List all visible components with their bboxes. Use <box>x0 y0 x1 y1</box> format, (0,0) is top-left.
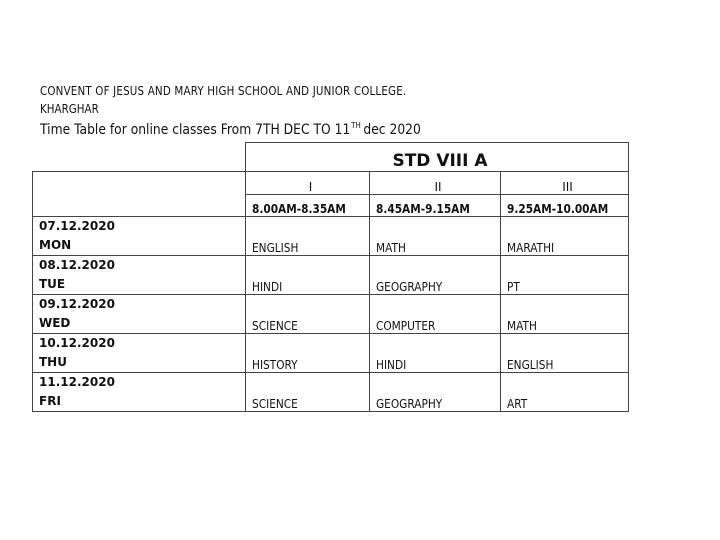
table-row <box>33 295 629 334</box>
subject: HINDI <box>252 280 283 294</box>
subject-cell <box>501 334 629 373</box>
subject: MATH <box>376 241 406 255</box>
period-time-text: 9.25AM-10.00AM <box>507 202 609 216</box>
subject: SCIENCE <box>252 397 298 411</box>
subject: SCIENCE <box>252 319 298 333</box>
table-row <box>33 256 629 295</box>
caption-text: Time Table for online classes From 7TH DEC TO 11 <box>40 122 351 138</box>
subject: MATH <box>507 319 537 333</box>
subject-cell <box>370 334 501 373</box>
day-cell <box>33 217 246 256</box>
timetable <box>32 142 629 412</box>
table-row <box>33 334 629 373</box>
caption-text-end: dec 2020 <box>363 122 421 138</box>
blank-corner-cell <box>33 143 246 172</box>
subject: MARATHI <box>507 241 555 255</box>
subject: HINDI <box>376 358 407 372</box>
school-name: CONVENT OF JESUS AND MARY HIGH SCHOOL AND JUNIOR COLLEGE. <box>40 84 407 98</box>
day-cell <box>33 373 246 412</box>
subject-cell <box>370 373 501 412</box>
subject: ENGLISH <box>507 358 554 372</box>
date: 09.12.2020 <box>39 297 115 311</box>
subject: GEOGRAPHY <box>376 280 443 294</box>
subject-cell <box>246 295 370 334</box>
subject-cell <box>501 295 629 334</box>
subject: GEOGRAPHY <box>376 397 443 411</box>
date: 07.12.2020 <box>39 219 115 233</box>
weekday: MON <box>39 238 72 252</box>
subject-cell <box>370 256 501 295</box>
subject-cell <box>501 373 629 412</box>
weekday: TUE <box>39 277 66 291</box>
period-row <box>33 172 629 195</box>
period-time-text: 8.00AM-8.35AM <box>252 202 346 216</box>
period-time <box>246 195 370 217</box>
subject: PT <box>507 280 520 294</box>
subject-cell <box>501 217 629 256</box>
period-number: I <box>246 172 370 195</box>
period-number: II <box>370 172 501 195</box>
class-title-row <box>33 143 629 172</box>
period-time-text: 8.45AM-9.15AM <box>376 202 470 216</box>
caption-superscript: TH <box>351 121 361 130</box>
subject: ENGLISH <box>252 241 299 255</box>
subject-cell <box>501 256 629 295</box>
class-title: STD VIII A <box>246 143 629 172</box>
subject: ART <box>507 397 528 411</box>
subject-cell <box>370 217 501 256</box>
subject-cell <box>370 295 501 334</box>
weekday: WED <box>39 316 71 330</box>
subject-cell <box>246 256 370 295</box>
subject: COMPUTER <box>376 319 436 333</box>
subject-cell <box>246 217 370 256</box>
date: 11.12.2020 <box>39 375 115 389</box>
day-cell <box>33 256 246 295</box>
day-cell <box>33 295 246 334</box>
subject-cell <box>246 334 370 373</box>
table-row <box>33 217 629 256</box>
day-cell <box>33 334 246 373</box>
date: 10.12.2020 <box>39 336 115 350</box>
day-header-cell <box>33 172 246 217</box>
subject: HISTORY <box>252 358 298 372</box>
weekday: FRI <box>39 394 61 408</box>
subject-cell <box>246 373 370 412</box>
school-location: KHARGHAR <box>40 102 99 116</box>
date: 08.12.2020 <box>39 258 115 272</box>
period-number: III <box>501 172 629 195</box>
timetable-caption <box>40 121 421 138</box>
weekday: THU <box>39 355 67 369</box>
period-time <box>370 195 501 217</box>
period-time <box>501 195 629 217</box>
table-row <box>33 373 629 412</box>
